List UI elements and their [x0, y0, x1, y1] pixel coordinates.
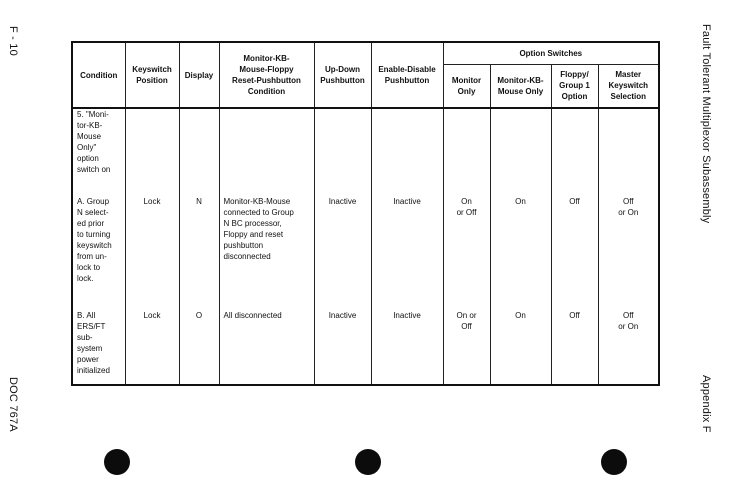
cell-mkm-only: On [490, 196, 551, 310]
cell-keyswitch: Lock [125, 310, 179, 385]
binder-hole [355, 449, 381, 475]
header-mkmf-condition: Monitor-KB- Mouse-Floppy Reset-Pushbutton Condition [219, 42, 314, 108]
cell-enable-disable: Inactive [371, 310, 443, 385]
cell-mkmf-condition: All disconnected [219, 310, 314, 385]
cell-condition: A. Group N select- ed prior to turning keyswitch from un- lock to lock. [72, 196, 125, 310]
header-updown: Up-Down Pushbutton [314, 42, 371, 108]
header-option-switches: Option Switches [443, 42, 659, 64]
cell-updown: Inactive [314, 196, 371, 310]
header-mkm-only: Monitor-KB- Mouse Only [490, 64, 551, 108]
header-enable-disable: Enable-Disable Pushbutton [371, 42, 443, 108]
cell-floppy-group: Off [551, 310, 598, 385]
cell-monitor-only: On or Off [443, 196, 490, 310]
appendix-label: Appendix F [700, 375, 712, 433]
cell-mkmf-condition: Monitor-KB-Mouse connected to Group N BC processor, Floppy and reset pushbutton disconnected [219, 196, 314, 310]
cell-master-keyswitch: Off or On [598, 196, 659, 310]
cell-display: N [179, 196, 219, 310]
header-keyswitch: Keyswitch Position [125, 42, 179, 108]
binder-hole [104, 449, 130, 475]
table-row [72, 108, 659, 196]
header-monitor-only: Monitor Only [443, 64, 490, 108]
cell-enable-disable: Inactive [371, 196, 443, 310]
cell-display: O [179, 310, 219, 385]
cell-keyswitch: Lock [125, 196, 179, 310]
cell-floppy-group: Off [551, 196, 598, 310]
cell-mkm-only: On [490, 310, 551, 385]
cell-monitor-only: On or Off [443, 310, 490, 385]
doc-number: DOC 767A [7, 377, 19, 432]
cell-master-keyswitch: Off or On [598, 310, 659, 385]
cell-condition: B. All ERS/FT sub- system power initialized [72, 310, 125, 385]
header-display: Display [179, 42, 219, 108]
table-row [72, 196, 659, 310]
table-row [72, 310, 659, 385]
binder-hole [601, 449, 627, 475]
cell-updown: Inactive [314, 310, 371, 385]
page-number: F - 10 [7, 26, 19, 56]
section-condition: 5. "Moni- tor-KB- Mouse Only" option switch on [72, 108, 125, 196]
header-master-keyswitch: Master Keyswitch Selection [598, 64, 659, 108]
header-condition: Condition [72, 42, 125, 108]
section-title: Fault Tolerant Multiplexor Subassembly [700, 24, 712, 224]
header-floppy-group: Floppy/ Group 1 Option [551, 64, 598, 108]
option-switch-table [71, 41, 660, 386]
